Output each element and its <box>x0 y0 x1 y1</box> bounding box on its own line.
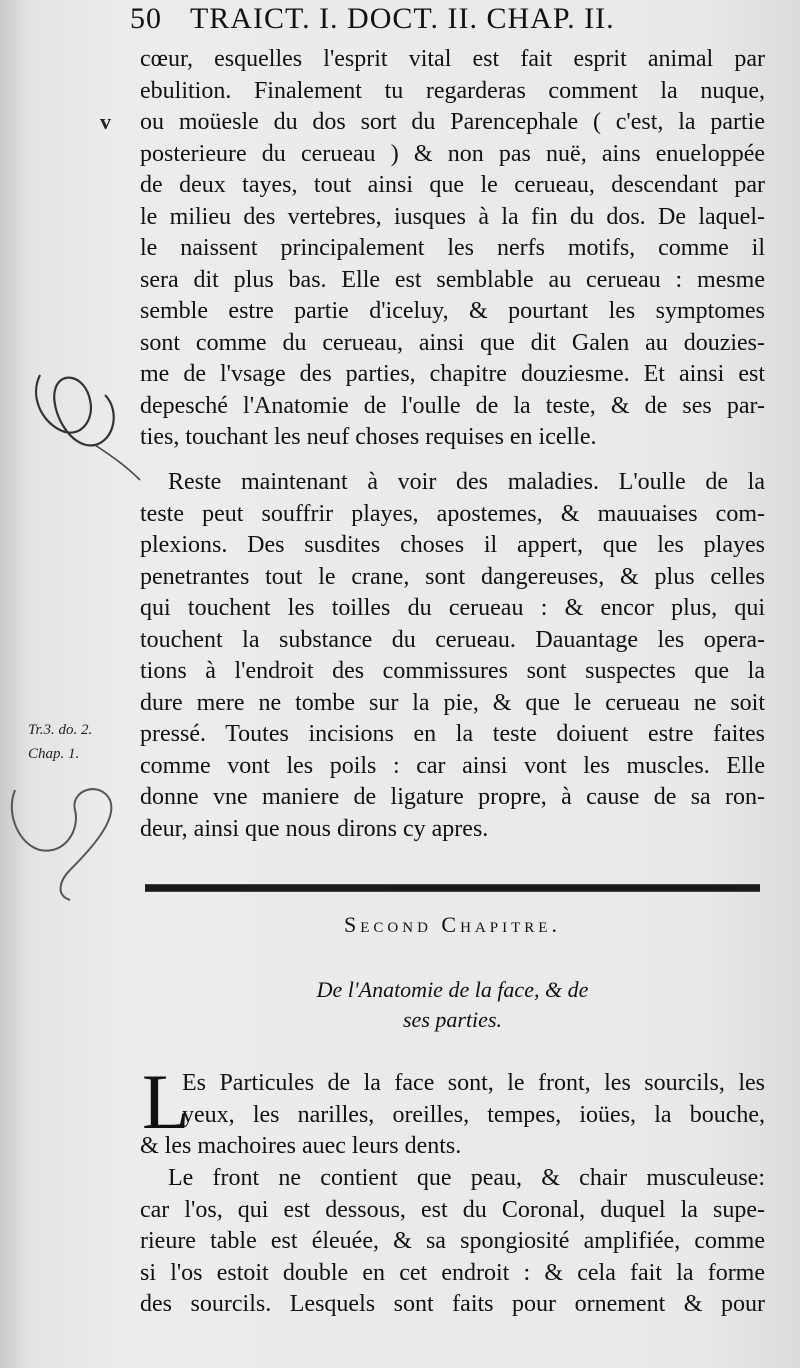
ink-flourish-tail <box>95 445 140 480</box>
text-line: le naissent principalement les nerfs motifs, comme il <box>140 235 765 261</box>
text-line: pressé. Toutes incisions en la teste doiuent estre faites <box>140 721 765 747</box>
text-line: penetrantes tout le crane, sont dangereuses, & plus celles <box>140 563 765 590</box>
text-line: cœur, esquelles l'esprit vital est fait esprit animal par <box>140 46 765 72</box>
text-line: rieure table est éleuée, & sa spongiosité amplifiée, comme <box>140 1228 765 1254</box>
ink-flourish-lower <box>12 789 112 900</box>
paragraph-1 <box>140 44 765 454</box>
running-title: TRAICT. I. DOCT. II. CHAP. II. <box>189 2 615 35</box>
text-line: Le front ne contient que peau, & chair musculeuse: <box>168 1165 765 1191</box>
text-line: car l'os, qui est dessous, est du Coronal, duquel la supe- <box>140 1196 765 1223</box>
running-header <box>130 2 780 36</box>
text-line: comme vont les poils : car ainsi vont les muscles. Elle <box>140 752 765 779</box>
text-line: tions à l'endroit des commissures sont suspectes que la <box>140 658 765 684</box>
text-line: me de l'vsage des parties, chapitre douziesme. Et ainsi est <box>140 361 765 387</box>
text-line: deur, ainsi que nous dirons cy apres. <box>140 815 489 842</box>
margin-reference-line: Chap. 1. <box>28 746 80 762</box>
paragraph-3 <box>140 1068 765 1163</box>
text-line: Es Particules de la face sont, le front, les sourcils, les <box>182 1070 765 1096</box>
section-rule <box>145 884 760 892</box>
text-line: qui touchent les toilles du cerueau : & encor plus, qui <box>140 595 765 621</box>
text-line: touchent la substance du cerueau. Dauantage les opera- <box>140 626 765 653</box>
text-line: & les machoires auec leurs dents. <box>140 1133 462 1159</box>
text-line: des sourcils. Lesquels sont faits pour ornement & pour <box>140 1291 765 1317</box>
text-line: semble estre partie d'iceluy, & pourtant les symptomes <box>140 298 765 324</box>
text-line: de deux tayes, tout ainsi que le cerueau, descendant par <box>140 172 765 198</box>
paragraph-4 <box>140 1163 765 1321</box>
text-line: dure mere ne tombe sur la pie, & que le cerueau ne soit <box>140 689 765 716</box>
margin-reference <box>28 718 92 766</box>
paragraph-2 <box>140 467 765 845</box>
ink-flourish-upper <box>36 375 114 445</box>
text-line: depesché l'Anatomie de l'oulle de la teste, & de ses par- <box>140 392 765 419</box>
text-line: plexions. Des susdites choses il appert, que les playes <box>140 532 765 558</box>
margin-reference-line: Tr.3. do. 2. <box>28 722 93 738</box>
chapter-subtitle-line: De l'Anatomie de la face, & de <box>316 977 589 1002</box>
text-line: Reste maintenant à voir des maladies. L'oulle de la <box>168 469 765 495</box>
text-line: donne vne maniere de ligature propre, à cause de sa ron- <box>140 784 765 810</box>
text-line: posterieure du cerueau ) & non pas nuë, ains enueloppée <box>140 140 765 167</box>
page-number: 50 <box>130 2 162 35</box>
chapter-subtitle-line: ses parties. <box>403 1007 502 1032</box>
text-line: ties, touchant les neuf choses requises en icelle. <box>140 424 597 450</box>
text-line: ebulition. Finalement tu regarderas comment la nuque, <box>140 77 765 104</box>
text-line: ou moüesle du dos sort du Parencephale ( c'est, la partie <box>140 109 765 135</box>
text-line: sont comme du cerueau, ainsi que dit Galen au douzies- <box>140 329 765 356</box>
text-line: le milieu des vertebres, iusques à la fin du dos. De laquel- <box>140 203 765 230</box>
margin-letter: v <box>100 109 111 134</box>
text-line: yeux, les narilles, oreilles, tempes, ioües, la bouche, <box>182 1101 765 1128</box>
text-line: teste peut souffrir playes, apostemes, & mauuaises com- <box>140 500 765 527</box>
text-line: si l'os estoit double en cet endroit : & cela fait la forme <box>140 1259 765 1286</box>
drop-cap: L <box>142 1058 190 1145</box>
text-line: sera dit plus bas. Elle est semblable au cerueau : mesme <box>140 266 765 293</box>
chapter-title: Second Chapitre. <box>344 912 561 937</box>
chapter-subtitle <box>140 975 765 1035</box>
